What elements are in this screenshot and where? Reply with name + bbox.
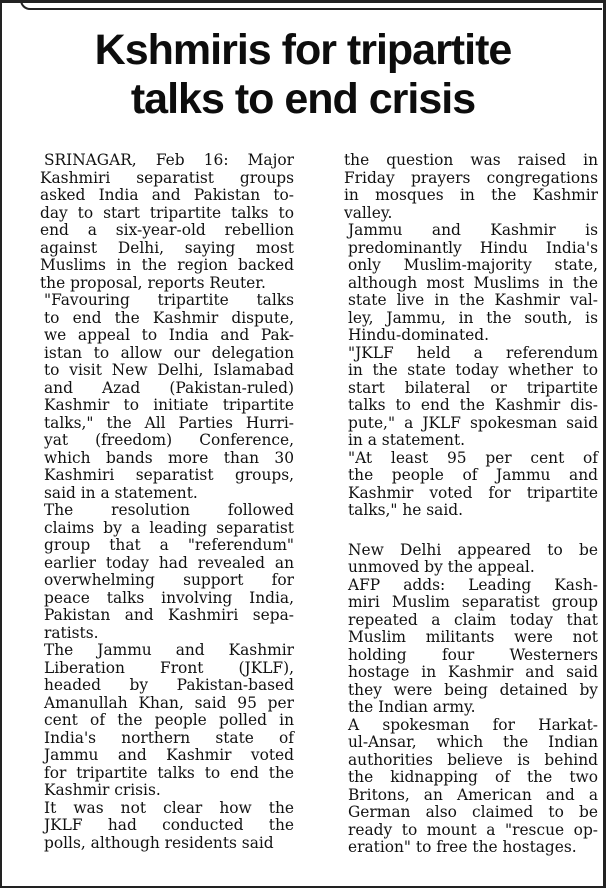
top-rule (20, 0, 602, 10)
right-column (316, 152, 598, 857)
text-line: in mosques in the Kashmir (344, 186, 598, 204)
text-line: Amanullah Khan, said 95 per (44, 693, 294, 712)
paragraph (316, 345, 598, 450)
text-line: cent of the people polled in (44, 711, 294, 729)
text-line: "Favouring tripartite talks (44, 291, 294, 309)
text-line: the question was raised in (344, 151, 598, 169)
text-line: for tripartite talks to end the (44, 763, 294, 782)
text-line: group that a "referendum" (44, 536, 294, 554)
paragraph (316, 450, 598, 520)
text-line: Jammu and Kashmir is (348, 221, 598, 239)
text-line: and Azad (Pakistan-ruled) (44, 378, 294, 397)
text-line: to visit New Delhi, Islamabad (44, 361, 294, 379)
text-line: to end the Kashmir dispute, (44, 308, 294, 327)
text-line: which bands more than 30 (44, 448, 294, 467)
paragraph (316, 577, 598, 717)
paragraph (316, 222, 598, 345)
text-line: Friday prayers congregations (344, 168, 598, 187)
text-line: repeated a claim today that (348, 610, 598, 629)
text-line: India's northern state of (44, 728, 294, 747)
text-line: AFP adds: Leading Kash- (348, 575, 598, 594)
text-line: Hindu-dominated. (348, 326, 489, 344)
text-line: ready to mount a "rescue op- (348, 820, 598, 839)
text-line: Pakistan and Kashmiri sepa- (44, 606, 294, 624)
text-line: polls, although residents said (44, 833, 274, 852)
left-column (12, 152, 294, 852)
paragraph (12, 502, 294, 642)
text-line: in a statement. (348, 431, 466, 449)
text-line: holding four Westerners (348, 645, 598, 664)
text-line: pute," a JKLF spokesman said (348, 413, 598, 432)
text-line: the kidnapping of the two (348, 768, 598, 786)
text-line: day to start tripartite talks to (40, 203, 294, 222)
text-line: the people of Jammu and (348, 466, 598, 484)
text-line: headed by Pakistan-based (44, 676, 294, 694)
text-line: eration" to free the hostages. (348, 838, 577, 856)
text-line: ratists. (44, 623, 99, 642)
text-line: "At least 95 per cent of (348, 448, 598, 467)
text-line: ul-Ansar, which the Indian (348, 733, 598, 751)
text-line: The resolution followed (44, 501, 294, 519)
text-line: Jammu and Kashmir voted (44, 746, 294, 764)
text-line: only Muslim-majority state, (348, 256, 598, 274)
text-line: It was not clear how the (44, 798, 294, 817)
text-line: yat (freedom) Conference, (44, 431, 294, 449)
text-line: earlier today had revealed an (44, 553, 294, 572)
headline-line-1: Kshmiris for tripartite (94, 26, 512, 74)
text-line: overwhelming support for (44, 571, 294, 589)
paragraph (12, 152, 294, 292)
text-line: peace talks involving India, (44, 588, 294, 607)
text-line: unmoved by the appeal. (348, 558, 535, 576)
text-line: istan to allow our delegation (44, 343, 294, 362)
text-line: New Delhi appeared to be (348, 540, 598, 559)
text-line: Muslim militants were not (348, 628, 598, 646)
text-line: miri Muslim separatist group (348, 593, 598, 611)
text-line: although most Muslims in the (348, 273, 598, 292)
text-line: authorities believe is behind (348, 750, 598, 769)
text-line: they were being detained by (348, 680, 598, 699)
paragraph (316, 152, 598, 222)
text-line: Kashmir crisis. (44, 781, 161, 799)
text-line: in the state today whether to (348, 361, 598, 379)
paragraph (316, 542, 598, 577)
text-line: talks," the All Parties Hurri- (44, 413, 294, 432)
text-line: Kashmir voted for tripartite (348, 483, 598, 502)
text-line: SRINAGAR, Feb 16: Major (44, 151, 294, 169)
paragraph (316, 717, 598, 857)
text-line: talks," he said. (348, 501, 464, 519)
paragraph (12, 292, 294, 502)
text-line: The Jammu and Kashmir (44, 641, 294, 659)
text-line: Kashmiri separatist groups (40, 168, 294, 187)
text-line: Kashmiri separatist groups, (44, 466, 294, 484)
text-line: against Delhi, saying most (40, 238, 294, 257)
text-line: hostage in Kashmir and said (348, 663, 598, 681)
text-line: valley. (344, 203, 393, 222)
paragraph (12, 800, 294, 853)
text-line: predominantly Hindu India's (348, 238, 598, 257)
text-line: start bilateral or tripartite (348, 378, 598, 397)
text-line: ley, Jammu, in the south, is (348, 308, 598, 327)
text-line: we appeal to India and Pak- (44, 326, 294, 344)
text-line: the proposal, reports Reuter. (40, 273, 266, 292)
text-line: talks to end the Kashmir dis- (348, 396, 598, 414)
text-line: asked India and Pakistan to- (40, 186, 294, 204)
text-line: Britons, an American and a (348, 785, 598, 804)
text-line: "JKLF held a referendum (348, 343, 598, 362)
text-line: said in a statement. (44, 483, 198, 502)
paragraph (12, 642, 294, 800)
text-line: end a six-year-old rebellion (40, 221, 294, 239)
text-line: A spokesman for Harkat- (348, 715, 598, 734)
text-line: Kashmir to initiate tripartite (44, 396, 294, 414)
text-line: JKLF had conducted the (44, 816, 294, 834)
text-line: claims by a leading separatist (44, 518, 294, 537)
text-line: Muslims in the region backed (40, 256, 294, 274)
text-line: Liberation Front (JKLF), (44, 658, 294, 677)
text-line: the Indian army. (348, 698, 476, 716)
headline-line-2: talks to end crisis (130, 75, 476, 123)
text-line: state live in the Kashmir val- (348, 291, 598, 309)
headline (0, 26, 606, 124)
text-line: German also claimed to be (348, 803, 598, 821)
